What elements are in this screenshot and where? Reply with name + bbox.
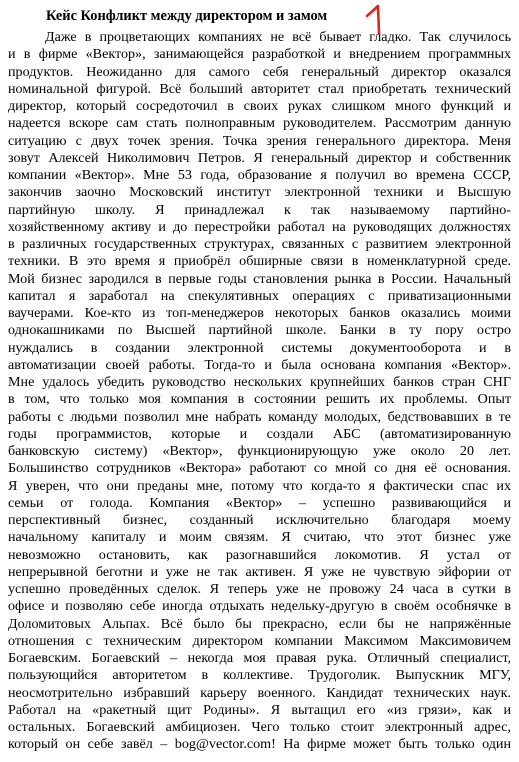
- text-line: работы с людьми позволил мне набрать команду молодых, бедствовавших в те: [8, 408, 511, 425]
- text-line: директор, который сосредоточил в своих руках слишком много функций и: [8, 98, 511, 114]
- text-line: партийную школу. Я принадлежал к так называемому партийно-: [8, 201, 511, 218]
- text-line: банковскую систему) «Вектор», функционирующую уже около 20 лет.: [8, 443, 511, 459]
- handwritten-number-mark: [360, 0, 420, 40]
- text-line: ваучерами. Кое-кто из топ-менеджеров некоторых банков оказались моими: [8, 305, 511, 321]
- text-line: Мне удалось убедить руководство нескольких крупнейших банков стран СНГ: [8, 374, 511, 390]
- text-line: остальных. Богаевский амбициозен. Чего только стоит электронный адрес,: [8, 719, 511, 735]
- text-line: продуктов. Неожиданно для самого себя генеральный директор оказался: [8, 63, 511, 80]
- text-line: Доломитовых Альпах. Всё было бы прекрасно, если бы не напряжённые: [8, 615, 511, 632]
- text-line: непрерывной беготни и уже не так активен. Я уже не чувствую эйфории от: [8, 563, 511, 580]
- text-line: перспективный бизнес, созданный исключительно благодаря моему: [8, 512, 511, 528]
- text-line: офисе и позволяю себе иногда отдыхать недельку-другую в своём особнячке в: [8, 598, 511, 615]
- text-line: надеется вскоре сам стать полноправным руководителем. Рассмотрим данную: [8, 115, 511, 132]
- handwritten-digit-stroke: [367, 6, 379, 33]
- text-line: автоматизации своей работы. Тогда-то и была основана компания «Вектор».: [8, 356, 511, 373]
- text-line: невозможно остановить, как разогнавшийся локомотив. Я устал от: [8, 546, 511, 563]
- text-line: в том, что только моя компания в состоянии решить их проблемы. Опыт: [8, 391, 511, 408]
- text-line: капитал я заработал на спекулятивных операциях с приватизационными: [8, 287, 511, 304]
- text-line: неосмотрительно избравший карьеру военного. Кандидат технических наук.: [8, 684, 511, 701]
- text-line: ситуацию с двух точек зрения. Точка зрения генерального директора. Меня: [8, 132, 511, 149]
- text-line: успешно проведённых сделок. Я теперь уже не провожу 24 часа в сутки в: [8, 581, 511, 597]
- text-line: Я уверен, что они преданы мне, потому что когда-то я фактически спас их: [8, 477, 511, 494]
- text-line: пользующийся авторитетом в коллективе. Трудоголик. Выпускник МГУ,: [8, 667, 511, 684]
- text-line: годы программистов, которые и создали АБС (автоматизированную: [8, 425, 511, 442]
- text-line: в различных государственных структурах, связанных с развитием электронной: [8, 236, 511, 252]
- text-line: Мой бизнес зародился в первые годы становления рынка в России. Начальный: [8, 270, 511, 287]
- text-line: и в фирме «Вектор», занимающейся разработкой и внедрением программных: [8, 46, 511, 63]
- text-line: Богаевским. Богаевский – некогда моя правая рука. Отличный специалист,: [8, 650, 511, 666]
- text-line: компании «Вектор». Мне 53 года, образование я получил во времена СССР,: [8, 167, 511, 183]
- text-line: Большинство сотрудников «Вектора» работают со мной со дня её основания.: [8, 460, 511, 477]
- text-line: нуждались в создании электронной системы документооборота и в: [8, 339, 511, 356]
- text-line: отношения с техническим директором компании Максимом Максимовичем: [8, 632, 511, 649]
- text-line: который он себе завёл – bog@vector.com! На фирме может быть только один: [8, 736, 511, 753]
- text-line: зовут Алексей Николимович Петров. Я генеральный директор и собственник: [8, 149, 511, 166]
- text-line: начальному капиталу и моим связям. Я считаю, что этот бизнес уже: [8, 529, 511, 546]
- text-line: Работал на «ракетный щит Родины». Я вытащил его «из грязи», как и: [8, 701, 511, 718]
- text-line: закончив заочно Московский институт электронной техники и Высшую: [8, 184, 511, 201]
- text-line: Даже в процветающих компаниях не всё бывает гладко. Так случилось: [45, 29, 511, 45]
- document-body: [8, 29, 511, 754]
- text-line: хозяйственному активу и до перестройки работал на руководящих должностях: [8, 218, 511, 235]
- text-line: однокашниками по Высшей партийной школе. Банки в ту пору остро: [8, 322, 511, 339]
- document-title: Кейс Конфликт между директором и замом: [46, 8, 328, 24]
- text-line: семьи от голода. Компания «Вектор» – успешно развивающийся и: [8, 494, 511, 511]
- text-line: номинальной фигурой. Всё больший авторитет стал приобретать технический: [8, 80, 511, 97]
- text-line: техники. В это время я приобрёл обширные связи в номенклатурной среде.: [8, 253, 511, 270]
